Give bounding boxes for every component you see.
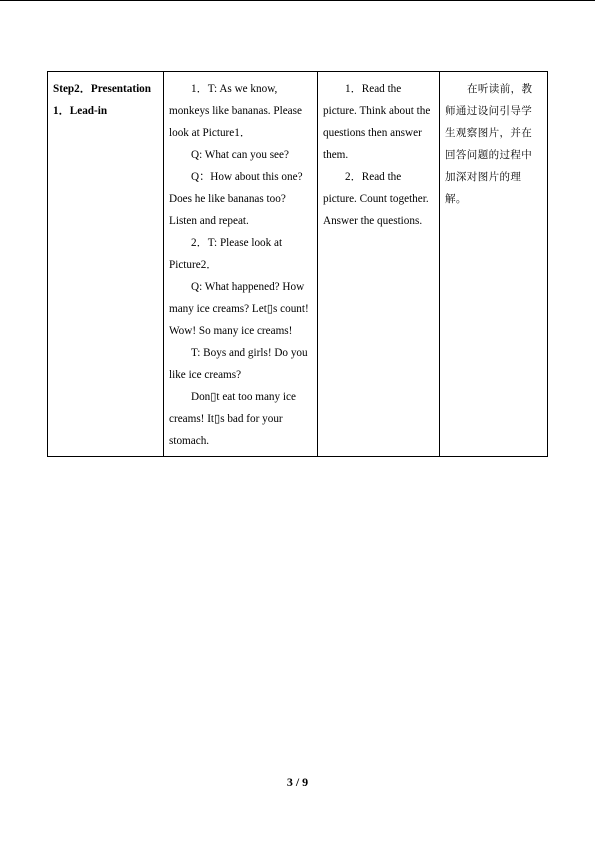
design-intent-cell [440, 72, 548, 457]
lesson-plan-table [47, 71, 548, 457]
teacher-paragraph: 1．T: As we know, monkeys like bananas. Please look at Picture1． [169, 83, 302, 139]
table-row [48, 72, 548, 457]
teacher-paragraph: T: Boys and girls! Do you like ice creams? [169, 347, 308, 381]
stage-subtitle: 1．Lead-in [53, 105, 108, 117]
page-number: 3 / 9 [286, 775, 309, 789]
student-paragraph: 2．Read the picture. Count together. Answer the questions. [323, 171, 429, 227]
teacher-activity-cell [164, 72, 318, 457]
teacher-paragraph: Q：How about this one? Does he like bananas too? Listen and repeat. [169, 171, 303, 227]
teacher-paragraph: Q: What can you see? [191, 149, 289, 161]
design-intent-text: 在听读前，教师通过设问引导学生观察图片，并在回答问题的过程中加深对图片的理解。 [445, 83, 533, 205]
teacher-paragraph: Q: What happened? How many ice creams? Let▯s count! Wow! So many ice creams! [169, 281, 309, 337]
stage-cell [48, 72, 164, 457]
header-rule [0, 0, 595, 1]
teacher-paragraph: Don▯t eat too many ice creams! It▯s bad for your stomach. [169, 391, 296, 447]
teacher-paragraph: 2．T: Please look at Picture2． [169, 237, 283, 271]
student-paragraph: 1．Read the picture. Think about the questions then answer them. [323, 83, 431, 161]
student-activity-cell [318, 72, 440, 457]
stage-title: Step2．Presentation [53, 83, 151, 95]
